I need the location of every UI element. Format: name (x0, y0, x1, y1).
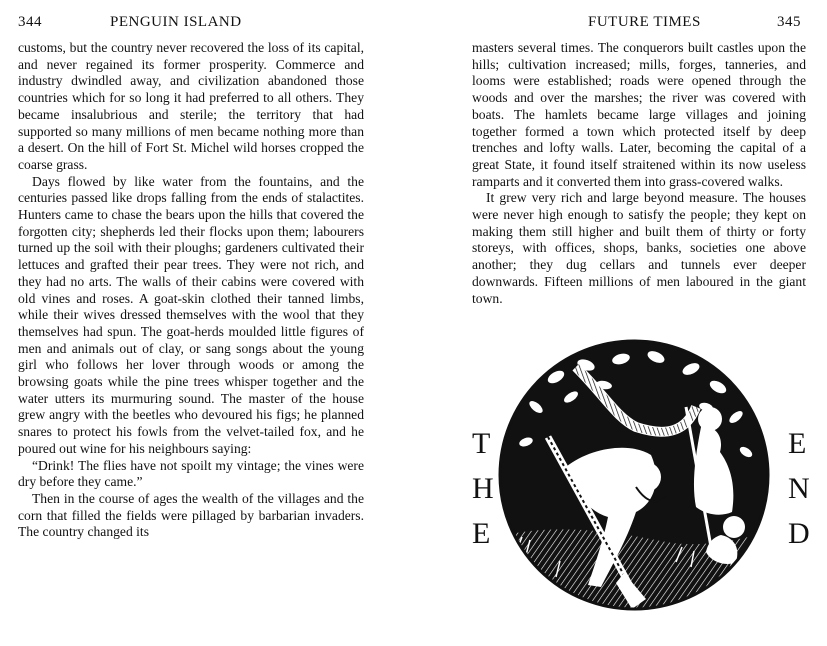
the-letter-e: E (472, 517, 491, 550)
left-paragraph-2: Days flowed by like water from the fountains, and the centuries passed like drops falling from the ends of stalactites. Hunters came to chase the bears upon the hills that covered the forgotten city; shepherds led their flocks upon them; labourers turned up the soil with their ploughs; gardeners cultivated their lettuces and grafted their pear trees. They were not rich, and they had no arts. The walls of their cabins were covered with old vines and roses. A goat-skin clothed their tanned limbs, while their wives dressed themselves with the wool that they themselves had spun. The goat-herds moulded little figures of men and animals out of clay, or sang songs about the young girl who follows her lover through woods or among the browsing goats while the pine trees whisper together and the water utters its murmuring sound. The master of the house grew angry with the beetles who devoured his figs; he planned snares to protect his fowls from the velvet-tailed fox, and he poured out wine for his neighbours saying: (18, 173, 364, 456)
left-page-number: 344 (18, 14, 42, 30)
right-paragraph-2: It grew very rich and large beyond measure. The houses were never high enough to satisfy the people; they kept on making them still higher and built them of thirty or forty storeys, with offices, shops, banks, societies one above another; they dug cellars and tunnels ever deeper downwards. Fifteen millions of men laboured in the giant town. (472, 190, 806, 306)
right-running-head (413, 14, 813, 34)
right-paragraph-1: masters several times. The conquerors built castles upon the hills; cultivation increased; mills, forges, tanneries, and looms were established; roads were opened through the woods and over the marshes; the river was covered with boats. The hamlets became large villages and joining together formed a town which protected itself by deep trenches and lofty walls. Later, becoming the capital of a great State, it found itself straitened within its now useless ramparts and it converted them into grass-covered walks. (472, 40, 806, 189)
woodcut-vignette-icon (496, 337, 772, 613)
left-paragraph-3: “Drink! The flies have not spoilt my vintage; the vines were dry before they came.” (18, 457, 364, 490)
left-running-title: PENGUIN ISLAND (110, 14, 242, 30)
left-body-text (18, 40, 364, 541)
end-letter-n: N (788, 472, 810, 505)
left-paragraph-4: Then in the course of ages the wealth of the villages and the corn that filled the fields were pillaged by barbarian invaders. The country changed its (18, 490, 364, 540)
left-paragraph-1: customs, but the country never recovered the loss of its capital, and never regained its former prosperity. Commerce and industry dwindled away, and civilization abandoned those countries which for so long it had preferred to all others. They became insalubrious and sterile; the territory that had supported so many millions of men became nothing more than a desert. On the hill of Fort St. Michel wild horses cropped the coarse grass. (18, 40, 364, 172)
the-letter-h: H (472, 472, 494, 505)
left-page (0, 0, 400, 646)
left-running-head (0, 14, 400, 34)
right-page-number: 345 (777, 14, 801, 30)
right-running-title: FUTURE TIMES (588, 14, 701, 30)
right-body-text (472, 40, 806, 307)
the-letter-t: T (472, 427, 491, 460)
end-letter-e: E (788, 427, 807, 460)
end-letter-d: D (788, 517, 810, 550)
